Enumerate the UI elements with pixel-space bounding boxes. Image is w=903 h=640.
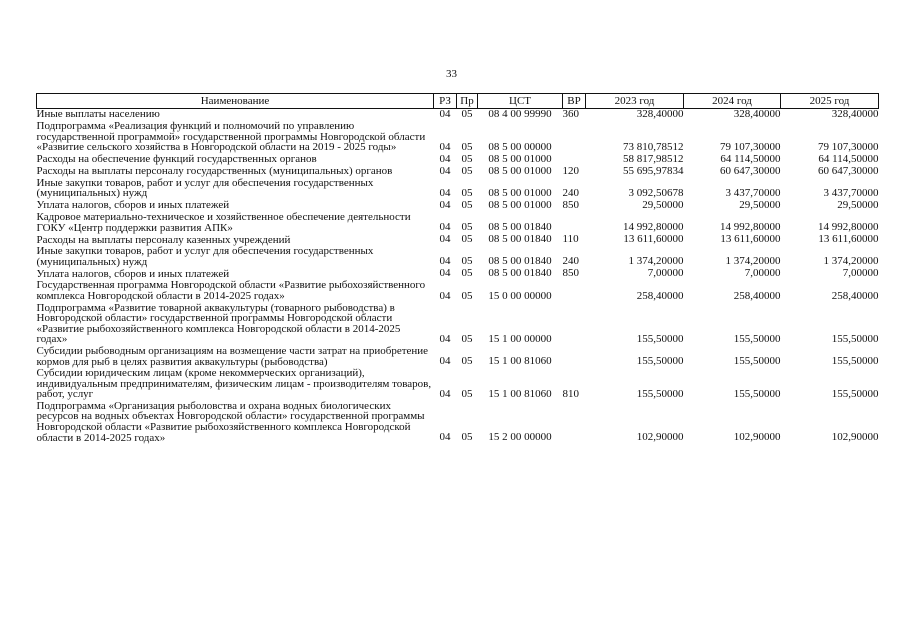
table-row [37, 212, 879, 234]
budget-table [36, 93, 879, 444]
cell-name: Расходы на выплаты персоналу государственных (муниципальных) органов [36, 165, 393, 178]
cell-vr [563, 401, 586, 444]
table-row [37, 346, 879, 368]
cell-rz: 04 [439, 164, 451, 177]
cell-y2025: 13 611,60000 [818, 233, 879, 246]
cell-cst: 08 5 00 01000 [488, 198, 552, 211]
cell-name: Иные выплаты населению [36, 108, 160, 121]
cell-y2024: 155,50000 [733, 355, 781, 368]
cell-y2023: 155,50000 [636, 387, 684, 400]
header-pr: Пр [457, 94, 478, 109]
cell-name: Подпрограмма «Развитие товарной аквакультуры (товарного рыбоводства) в Новгородской области» государственной программы Новгородской области «Развитие рыбохозяйственного комплекса Новгородской области в 2014-2025 годах» [36, 301, 401, 346]
cell-pr: 05 [461, 431, 473, 444]
header-2023: 2023 год [586, 94, 684, 109]
cell-y2023: 258,40000 [636, 289, 684, 302]
cell-y2024: 328,40000 [733, 108, 781, 120]
cell-y2024: 155,50000 [733, 387, 781, 400]
cell-name: Иные закупки товаров, работ и услуг для обеспечения государственных (муниципальных) нужд [36, 176, 374, 200]
cell-rz: 04 [439, 108, 451, 120]
cell-pr: 05 [461, 152, 473, 165]
cell-y2025: 1 374,20000 [823, 255, 879, 268]
cell-cst: 08 5 00 01840 [488, 233, 552, 246]
cell-vr: 850 [562, 267, 579, 280]
cell-y2024: 258,40000 [733, 289, 781, 302]
cell-cst: 15 2 00 00000 [488, 431, 552, 444]
cell-y2023: 328,40000 [636, 108, 684, 120]
cell-y2025: 60 647,30000 [818, 164, 879, 177]
cell-y2025: 155,50000 [831, 332, 879, 345]
cell-pr: 05 [461, 233, 473, 246]
table-row [37, 178, 879, 200]
table-row [37, 280, 879, 302]
cell-cst: 08 5 00 01840 [488, 221, 552, 234]
cell-y2024: 64 114,50000 [720, 152, 781, 165]
cell-rz: 04 [439, 431, 451, 444]
cell-y2025: 14 992,80000 [818, 221, 879, 234]
cell-name: Субсидии юридическим лицам (кроме некоммерческих организаций), индивидуальным предпринимателям, физическим лицам - производителям товаров, работ, услуг [36, 367, 432, 401]
table-row [37, 166, 879, 178]
table-body [37, 109, 879, 445]
cell-name: Уплата налогов, сборов и иных платежей [36, 199, 230, 212]
cell-cst: 08 4 00 99990 [488, 108, 552, 120]
cell-rz: 04 [439, 140, 451, 153]
cell-y2023: 102,90000 [636, 431, 684, 444]
cell-vr: 360 [562, 108, 579, 120]
table-row [37, 401, 879, 444]
cell-y2023: 58 817,98512 [623, 152, 684, 165]
table-row [37, 121, 879, 154]
cell-y2023: 55 695,97834 [623, 164, 684, 177]
cell-vr [563, 154, 586, 166]
cell-pr: 05 [461, 332, 473, 345]
table-header [37, 94, 879, 109]
table-row [37, 368, 879, 401]
cell-y2024: 7,00000 [744, 267, 781, 280]
cell-name: Государственная программа Новгородской области «Развитие рыбохозяйственного комплекса Новгородской области в 2014-2025 годах» [36, 279, 426, 302]
cell-rz: 04 [439, 387, 451, 400]
cell-pr: 05 [461, 221, 473, 234]
cell-cst: 08 5 00 00000 [488, 140, 552, 153]
cell-y2025: 102,90000 [831, 431, 879, 444]
cell-name: Субсидии рыбоводным организациям на возмещение части затрат на приобретение кормов для рыб в целях развития аквакультуры (рыбоводства) [36, 344, 429, 368]
cell-rz: 04 [439, 355, 451, 368]
cell-y2025: 7,00000 [842, 267, 879, 280]
cell-vr: 240 [562, 186, 579, 199]
cell-rz: 04 [439, 289, 451, 302]
cell-y2025: 79 107,30000 [818, 140, 879, 153]
cell-y2025: 155,50000 [831, 355, 879, 368]
cell-name: Расходы на выплаты персоналу казенных учреждений [36, 233, 291, 246]
cell-rz: 04 [439, 267, 451, 280]
cell-rz: 04 [439, 198, 451, 211]
header-name: Наименование [37, 94, 434, 109]
header-2024: 2024 год [684, 94, 781, 109]
cell-y2025: 328,40000 [831, 108, 879, 120]
cell-vr: 110 [562, 233, 579, 246]
cell-vr: 120 [562, 164, 579, 177]
cell-y2025: 64 114,50000 [818, 152, 879, 165]
cell-pr: 05 [461, 289, 473, 302]
cell-rz: 04 [439, 152, 451, 165]
cell-rz: 04 [439, 186, 451, 199]
cell-y2023: 1 374,20000 [628, 255, 684, 268]
page-number: 33 [446, 68, 457, 80]
cell-pr: 05 [461, 164, 473, 177]
cell-vr [563, 280, 586, 302]
cell-name: Расходы на обеспечение функций государственных органов [36, 153, 317, 166]
cell-pr: 05 [461, 267, 473, 280]
cell-y2023: 29,50000 [642, 198, 684, 211]
cell-y2023: 73 810,78512 [623, 140, 684, 153]
cell-name: Уплата налогов, сборов и иных платежей [36, 267, 230, 280]
cell-pr: 05 [461, 186, 473, 199]
header-cst: ЦСТ [478, 94, 563, 109]
cell-cst: 08 5 00 01840 [488, 267, 552, 280]
cell-pr: 05 [461, 255, 473, 268]
cell-vr [563, 212, 586, 234]
cell-y2025: 3 437,70000 [823, 186, 879, 199]
cell-pr: 05 [461, 387, 473, 400]
cell-y2024: 13 611,60000 [720, 233, 781, 246]
header-2025: 2025 год [781, 94, 879, 109]
table-row [37, 246, 879, 268]
cell-y2023: 155,50000 [636, 332, 684, 345]
cell-y2024: 14 992,80000 [720, 221, 781, 234]
cell-cst: 15 0 00 00000 [488, 289, 552, 302]
cell-y2023: 7,00000 [647, 267, 684, 280]
cell-name: Подпрограмма «Организация рыболовства и охрана водных биологических ресурсов на водных объектах Новгородской области» государственной программы Новгородской области «Развитие рыбохозяйственного комплекса Новгородской области в 2014-2025 годах» [36, 399, 425, 444]
cell-pr: 05 [461, 198, 473, 211]
cell-cst: 15 1 00 81060 [488, 355, 552, 368]
table-row [37, 154, 879, 166]
cell-cst: 15 1 00 81060 [488, 387, 552, 400]
cell-vr [563, 346, 586, 368]
cell-vr: 850 [562, 198, 579, 211]
header-rz: РЗ [434, 94, 457, 109]
cell-name: Кадровое материально-техническое и хозяйственное обеспечение деятельности ГОКУ «Центр поддержки развития АПК» [36, 210, 411, 234]
cell-vr: 810 [562, 387, 579, 400]
cell-vr: 240 [562, 255, 579, 268]
cell-y2024: 1 374,20000 [725, 255, 781, 268]
cell-cst: 15 1 00 00000 [488, 332, 552, 345]
cell-pr: 05 [461, 140, 473, 153]
cell-y2024: 102,90000 [733, 431, 781, 444]
cell-y2025: 29,50000 [837, 198, 879, 211]
cell-cst: 08 5 00 01000 [488, 186, 552, 199]
cell-y2025: 258,40000 [831, 289, 879, 302]
cell-name: Иные закупки товаров, работ и услуг для обеспечения государственных (муниципальных) нужд [36, 245, 374, 268]
cell-pr: 05 [461, 355, 473, 368]
cell-y2023: 14 992,80000 [623, 221, 684, 234]
cell-y2024: 3 437,70000 [725, 186, 781, 199]
cell-cst: 08 5 00 01000 [488, 164, 552, 177]
cell-pr: 05 [461, 108, 473, 120]
cell-rz: 04 [439, 332, 451, 345]
cell-cst: 08 5 00 01840 [488, 255, 552, 268]
table-row [37, 303, 879, 346]
cell-y2025: 155,50000 [831, 387, 879, 400]
cell-vr [563, 121, 586, 154]
cell-rz: 04 [439, 221, 451, 234]
cell-y2024: 29,50000 [739, 198, 781, 211]
cell-y2023: 155,50000 [636, 355, 684, 368]
cell-y2024: 79 107,30000 [720, 140, 781, 153]
header-vr: ВР [563, 94, 586, 109]
cell-rz: 04 [439, 255, 451, 268]
cell-cst: 08 5 00 01000 [488, 152, 552, 165]
cell-y2024: 60 647,30000 [720, 164, 781, 177]
cell-y2023: 13 611,60000 [623, 233, 684, 246]
cell-y2024: 155,50000 [733, 332, 781, 345]
cell-rz: 04 [439, 233, 451, 246]
cell-y2023: 3 092,50678 [628, 186, 684, 199]
cell-vr [563, 303, 586, 346]
cell-name: Подпрограмма «Реализация функций и полномочий по управлению государственной программой» государственной программы Новгородской области «Развитие сельского хозяйства в Новгородской области на 2019 - 2025 годы» [36, 120, 426, 154]
